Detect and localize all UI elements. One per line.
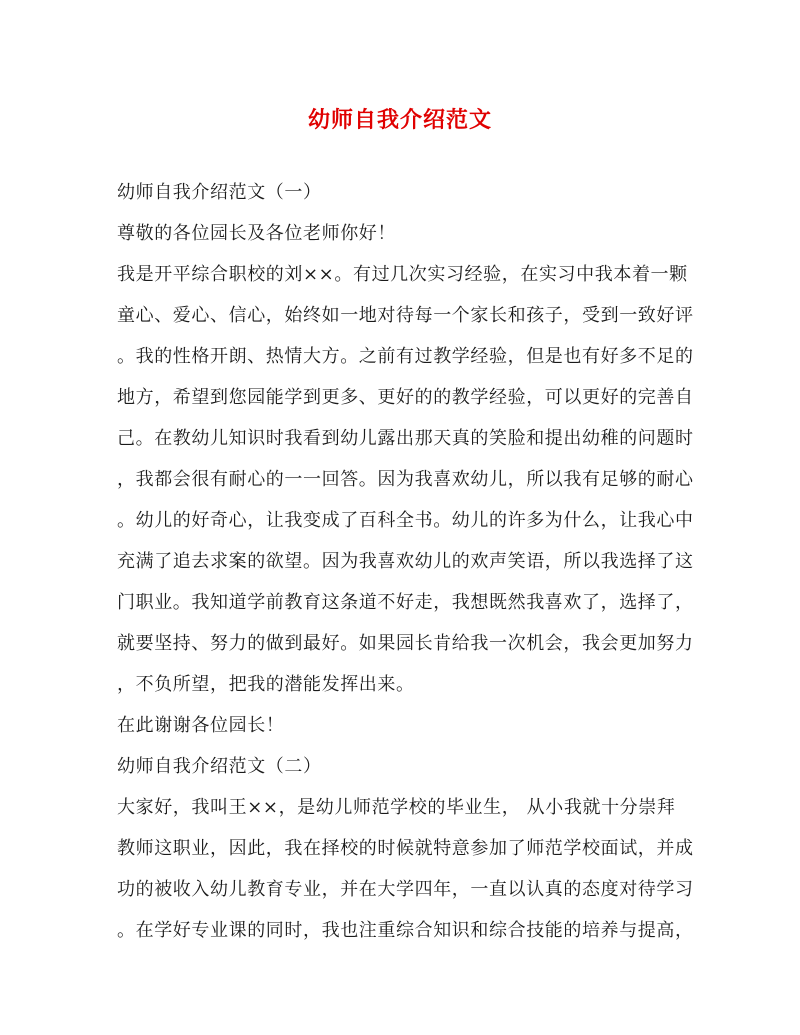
paragraph-line: 。在学好专业课的同时，我也注重综合知识和综合技能的培养与提高， [117, 920, 694, 941]
closing-line: 在此谢谢各位园长！ [117, 715, 285, 736]
greeting-line: 尊敬的各位园长及各位老师你好！ [117, 223, 396, 244]
paragraph-line: 地方，希望到您园能学到更多、更好的的教学经验，可以更好的完善自 [117, 387, 694, 408]
paragraph-line: 己。在教幼儿知识时我看到幼儿露出那天真的笑脸和提出幼稚的问题时 [117, 428, 694, 449]
paragraph-line: 充满了追去求案的欲望。因为我喜欢幼儿的欢声笑语，所以我选择了这 [117, 551, 694, 572]
paragraph-line: 就要坚持、努力的做到最好。如果园长肯给我一次机会，我会更加努力 [117, 633, 694, 654]
section-heading-2: 幼师自我介绍范文（二） [117, 756, 322, 777]
section-heading-1: 幼师自我介绍范文（一） [117, 182, 322, 203]
paragraph-line: 童心、爱心、信心，始终如一地对待每一个家长和孩子，受到一致好评 [117, 305, 694, 326]
document-body [117, 172, 692, 951]
paragraph-line: ，不负所望，把我的潜能发挥出来。 [117, 674, 415, 695]
document-title: 幼师自我介绍范文 [307, 107, 492, 133]
paragraph-line: 。幼儿的好奇心，让我变成了百科全书。幼儿的许多为什么，让我心中 [117, 510, 694, 531]
paragraph-line: 门职业。我知道学前教育这条道不好走，我想既然我喜欢了，选择了， [117, 592, 694, 613]
paragraph-line: 教师这职业，因此，我在择校的时候就特意参加了师范学校面试，并成 [117, 838, 694, 859]
paragraph-line: 大家好，我叫王××，是幼儿师范学校的毕业生， 从小我就十分崇拜 [117, 797, 676, 818]
paragraph-line: 。我的性格开朗、热情大方。之前有过教学经验，但是也有好多不足的 [117, 346, 694, 367]
paragraph-line: 我是开平综合职校的刘××。有过几次实习经验，在实习中我本着一颗 [117, 264, 688, 285]
paragraph-line: ，我都会很有耐心的一一回答。因为我喜欢幼儿，所以我有足够的耐心 [117, 469, 694, 490]
paragraph-line: 功的被收入幼儿教育专业，并在大学四年，一直以认真的态度对待学习 [117, 879, 694, 900]
